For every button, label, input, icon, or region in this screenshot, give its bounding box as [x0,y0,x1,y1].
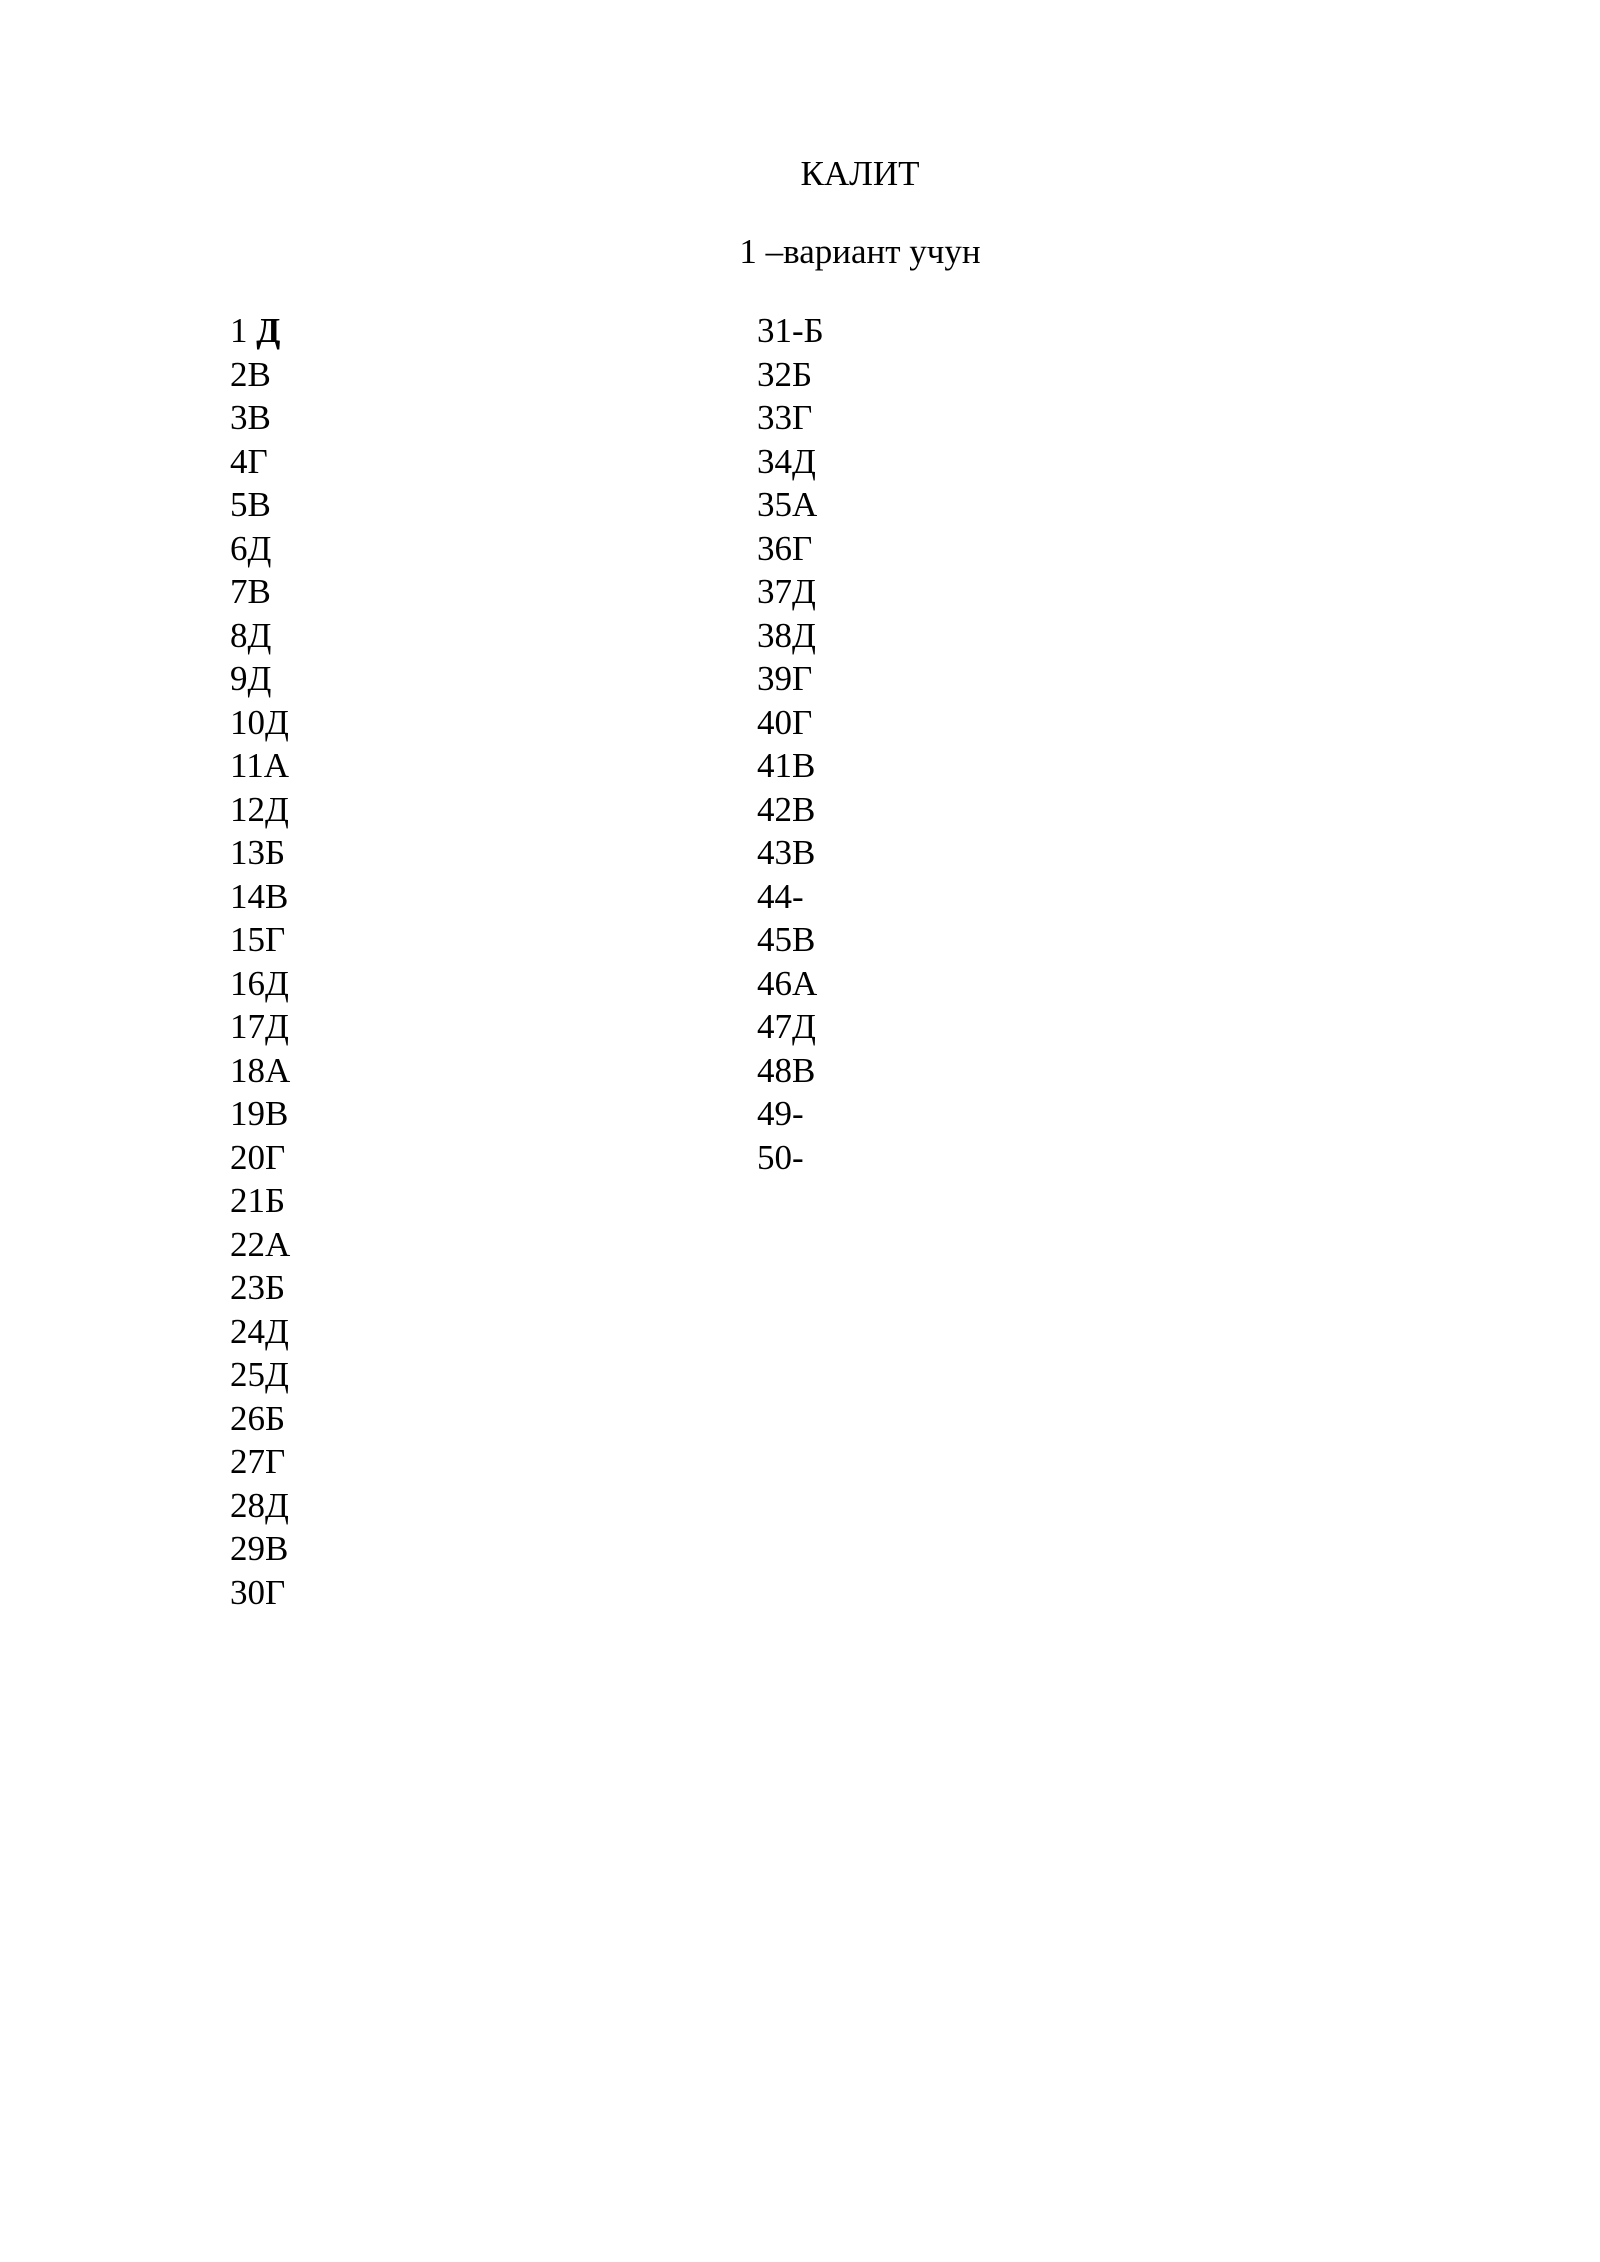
question-number: 29 [230,1529,265,1568]
answer-letter: А [263,746,289,785]
question-number: 15 [230,920,265,959]
answer-letter: А [265,1224,291,1264]
question-number: 11 [230,746,264,785]
answer-letter: Б [265,833,286,872]
answer-row [757,1092,824,1136]
question-number: 31 [757,311,792,350]
answer-letter: - [792,1137,804,1177]
question-number: 24 [230,1311,265,1351]
answer-column-right [757,309,824,1179]
answer-letter: В [247,485,271,524]
answer-row [757,527,824,571]
answer-row [757,875,824,919]
answer-letter: Б [792,354,813,394]
question-number: 25 [230,1355,265,1394]
question-number: 47 [757,1007,792,1046]
question-number: 5 [230,485,248,524]
answer-letter: В [792,1050,816,1090]
answer-letter: В [792,746,816,785]
question-number: 49 [757,1094,792,1133]
answer-row [230,1440,290,1484]
question-number: 19 [230,1094,265,1133]
answer-letter: Г [792,659,813,698]
answer-letter: В [247,398,271,437]
answer-letter: Д [265,1485,289,1525]
answer-row [757,483,824,527]
question-number: 42 [757,789,792,829]
answer-letter: Д [792,441,816,481]
answer-row [757,701,824,745]
answer-letter: - [792,876,804,916]
question-number: 36 [757,528,792,568]
answer-row [757,353,824,397]
answer-row [230,1527,290,1571]
answer-row [230,831,290,875]
answer-letter: В [792,789,816,829]
answer-letter: В [247,572,271,611]
answer-letter: Б [265,1181,286,1220]
answer-row [230,1005,290,1049]
answer-letter: В [265,876,289,916]
answer-row [757,657,824,701]
answer-row [230,657,290,701]
answer-row [230,483,290,527]
answer-row [230,1353,290,1397]
answer-row [230,918,290,962]
answer-row [230,1049,290,1093]
answer-row [757,788,824,832]
question-number: 48 [757,1050,792,1090]
answer-row [230,1397,290,1441]
answer-letter: Д [265,702,289,742]
answer-letter: - [792,1094,804,1133]
answer-row [757,440,824,484]
answer-row [757,570,824,614]
answer-letter: А [265,1050,291,1090]
answer-letter: -Б [792,311,824,350]
question-number: 9 [230,659,248,698]
answer-row [230,875,290,919]
question-number: 41 [757,746,792,785]
answer-row [757,918,824,962]
answer-letter: В [265,1529,289,1568]
answer-row [230,309,290,353]
answer-letter: Г [792,398,813,437]
answer-letter: В [265,1094,289,1133]
answer-row [230,1310,290,1354]
question-number: 3 [230,398,248,437]
answer-row [230,1571,290,1615]
answer-row [230,962,290,1006]
answer-letter: В [247,354,271,394]
question-number: 21 [230,1181,265,1220]
answer-row [230,701,290,745]
answer-row [230,1266,290,1310]
answer-row [230,1484,290,1528]
answer-letter: Д [247,615,272,655]
question-number: 22 [230,1224,265,1264]
question-number: 50 [757,1137,792,1177]
answer-letter: Г [265,1442,286,1481]
answer-letter: Д [247,528,272,568]
answer-letter: Г [247,441,268,481]
answer-letter: А [792,485,818,524]
page-title: КАЛИТ [800,154,920,193]
answer-row [757,962,824,1006]
question-number: 17 [230,1007,265,1046]
answer-column-left [230,309,290,1614]
answer-letter: Г [265,1137,286,1177]
answer-letter: Д [265,1311,289,1351]
answer-letter: Б [265,1398,286,1438]
answer-row [230,1136,290,1180]
answer-row [757,831,824,875]
question-number: 43 [757,833,792,872]
question-number: 46 [757,963,792,1003]
answer-letter: Д [792,572,816,611]
answer-letter: Д [792,1007,816,1046]
question-number: 14 [230,876,265,916]
question-number: 38 [757,615,792,655]
question-number: 39 [757,659,792,698]
answer-row [230,1223,290,1267]
answer-letter: Б [265,1268,286,1307]
question-number: 32 [757,354,792,394]
question-number: 4 [230,441,248,481]
answer-letter: А [792,963,818,1003]
answer-row [230,744,290,788]
question-number: 27 [230,1442,265,1481]
question-number: 7 [230,572,248,611]
answer-letter: Г [792,528,813,568]
question-number: 37 [757,572,792,611]
answer-row [230,614,290,658]
question-number: 35 [757,485,792,524]
page-subtitle: 1 –вариант учун [739,232,981,271]
answer-row [230,788,290,832]
answer-letter: Д [265,963,289,1003]
question-number: 23 [230,1268,265,1307]
question-number: 1 [230,311,248,350]
answer-letter: Д [265,1007,289,1046]
answer-letter: Д [247,659,272,698]
answer-row [757,309,824,353]
answer-row [757,744,824,788]
question-number: 34 [757,441,792,481]
answer-letter: Г [265,920,286,959]
answer-letter: В [792,833,816,872]
question-number: 26 [230,1398,265,1438]
answer-row [757,614,824,658]
answer-row [757,1136,824,1180]
question-number: 8 [230,615,248,655]
answer-letter: Д [792,615,816,655]
answer-row [230,396,290,440]
answer-row [757,1005,824,1049]
answer-row [230,527,290,571]
answer-letter: Д [265,1355,289,1394]
question-number: 6 [230,528,248,568]
answer-row [757,1049,824,1093]
question-number: 20 [230,1137,265,1177]
answer-row [230,1179,290,1223]
question-number: 10 [230,702,265,742]
answer-letter: Д [256,311,281,350]
question-number: 18 [230,1050,265,1090]
question-number: 44 [757,876,792,916]
question-number: 13 [230,833,265,872]
answer-row [230,353,290,397]
answer-row [230,440,290,484]
answer-letter: Д [265,789,289,829]
answer-row [230,1092,290,1136]
question-number: 33 [757,398,792,437]
answer-row [757,396,824,440]
question-number: 40 [757,702,792,742]
question-number: 12 [230,789,265,829]
answer-letter: Г [792,702,813,742]
answer-row [230,570,290,614]
question-number: 2 [230,354,248,394]
question-number: 16 [230,963,265,1003]
question-number: 28 [230,1485,265,1525]
answer-letter: В [792,920,816,959]
question-number: 45 [757,920,792,959]
question-number: 30 [230,1572,265,1612]
answer-letter: Г [265,1572,286,1612]
